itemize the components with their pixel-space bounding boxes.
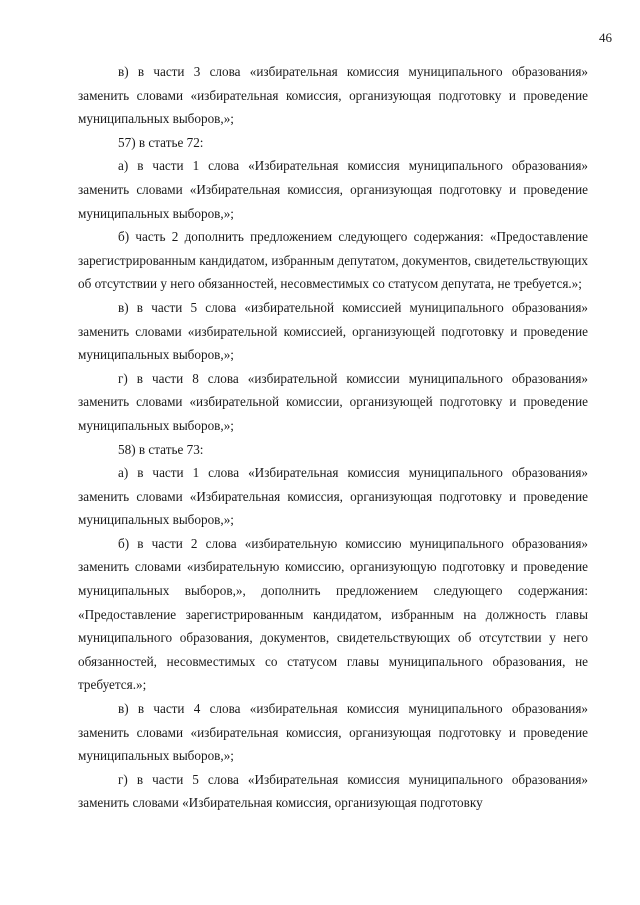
paragraph-item-a-part-1: а) в части 1 слова «Избирательная комиссия муниципального образования» заменить словами «Избирательная комиссия, организующая подготовку и проведение муниципальных выборов,»; — [78, 158, 588, 221]
paragraph-item-v-part-3: в) в части 3 слова «избирательная комиссия муниципального образования» заменить словами «избирательная комиссия, организующая подготовку и проведение муниципальных выборов,»; — [78, 64, 588, 127]
paragraph-point-57: 57) в статье 72: — [118, 134, 204, 150]
document-body — [78, 60, 588, 815]
paragraph-item-a-part-1-art-73: а) в части 1 слова «Избирательная комиссия муниципального образования» заменить словами «Избирательная комиссия, организующая подготовку и проведение муниципальных выборов,»; — [78, 465, 588, 528]
paragraph-item-b-part-2-art-73: б) в части 2 слова «избирательную комиссию муниципального образования» заменить словами «избирательную комиссию, организующую подготовку и проведение муниципальных выборов,», дополнить предложением следующего содержания: «Предоставление зарегистрированным кандидатом, избранным на должность главы муниципального образования, документов, свидетельствующих об отсутствии у него обязанностей, несовместимых со статусом главы муниципального образования, не требуется.»; — [78, 535, 588, 693]
paragraph-item-v-part-4-art-73: в) в части 4 слова «избирательная комиссия муниципального образования» заменить словами «избирательная комиссия, организующая подготовку и проведение муниципальных выборов,»; — [78, 701, 588, 764]
paragraph-item-v-part-5: в) в части 5 слова «избирательной комиссией муниципального образования» заменить словами «избирательной комиссией, организующей подготовку и проведение муниципальных выборов,»; — [78, 299, 588, 363]
paragraph-item-b-part-2: б) часть 2 дополнить предложением следующего содержания: «Предоставление зарегистрированным кандидатом, избранным депутатом, документов, свидетельствующих об отсутствии у него обязанностей, несовместимых со статусом депутата, не требуется.»; — [78, 229, 588, 292]
paragraph-item-g-part-5-art-73: г) в части 5 слова «Избирательная комиссия муниципального образования» заменить словами «Избирательная комиссия, организующая подготовку — [78, 771, 588, 811]
page-number: 46 — [599, 30, 612, 45]
paragraph-item-g-part-8: г) в части 8 слова «избирательной комиссии муниципального образования» заменить словами «избирательной комиссии, организующей подготовку и проведение муниципальных выборов,»; — [78, 370, 588, 433]
paragraph-point-58: 58) в статье 73: — [118, 441, 204, 457]
